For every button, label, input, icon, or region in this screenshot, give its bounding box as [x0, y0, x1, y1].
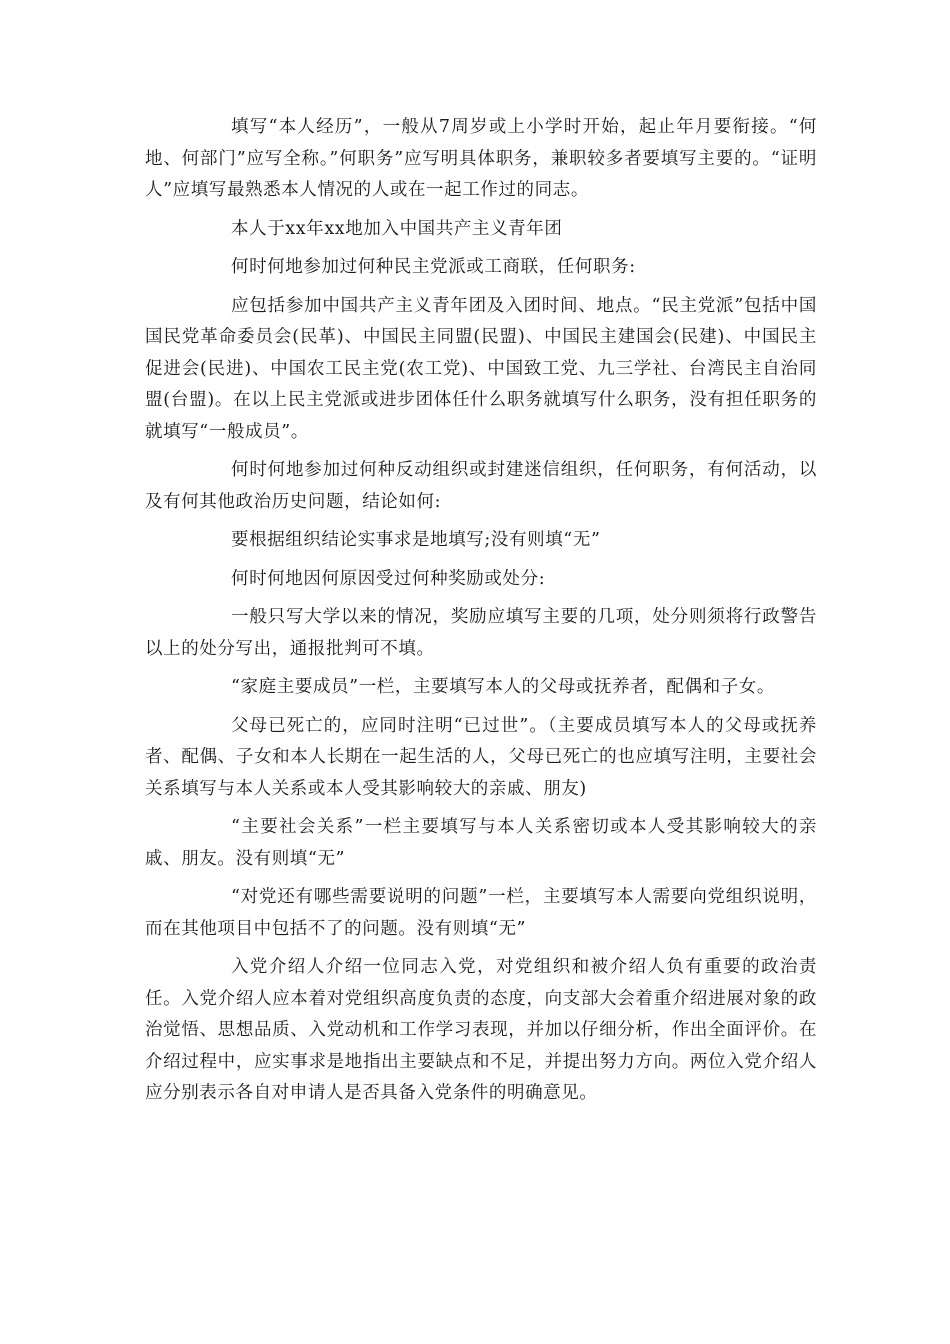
document-body [145, 112, 817, 1117]
paragraph-resume: 填写“本人经历”，一般从7周岁或上小学时开始，起止年月要衔接。“何地、何部门”应写全称。”何职务”应写明具体职务，兼职较多者要填写主要的。“证明人”应填写最熟悉本人情况的人或在一起工作过的同志。 [145, 117, 817, 200]
paragraph-deceased-parents: 父母已死亡的，应同时注明“已过世”。（主要成员填写本人的父母或抚养者、配偶、子女和本人长期在一起生活的人，父母已死亡的也应填写注明，主要社会关系填写与本人关系或本人受其影响较大的亲戚、朋友) [145, 715, 817, 799]
paragraph-league-join: 本人于xx年xx地加入中国共产主义青年团 [231, 218, 563, 239]
paragraph-introducer: 入党介绍人介绍一位同志入党，对党组织和被介绍人负有重要的政治责任。入党介绍人应本着对党组织高度负责的态度，向支部大会着重介绍进展对象的政治觉悟、思想品质、入党动机和工作学习表现，并加以仔细分析，作出全面评价。在介绍过程中，应实事求是地指出主要缺点和不足，并提出努力方向。两位入党介绍人应分别表示各自对申请人是否具备入党条件的明确意见。 [145, 957, 817, 1103]
paragraph-reactionary-answer: 要根据组织结论实事求是地填写;没有则填“无” [231, 530, 601, 550]
paragraph-reward-question: 何时何地因何原因受过何种奖励或处分: [231, 568, 546, 589]
paragraph-party-explanation: 应包括参加中国共产主义青年团及入团时间、地点。“民主党派”包括中国国民党革命委员会(民革)、中国民主同盟(民盟)、中国民主建国会(民建)、中国民主促进会(民进)、中国农工民主党(农工党)、中国致工党、九三学社、台湾民主自治同盟(台盟)。在以上民主党派或进步团体任什么职务就填写什么职务，没有担任职务的就填写“一般成员”。 [145, 295, 817, 442]
paragraph-social-relations: “主要社会关系”一栏主要填写与本人关系密切或本人受其影响较大的亲戚、朋友。没有则填“无” [145, 817, 817, 869]
paragraph-party-question: 何时何地参加过何种民主党派或工商联，任何职务: [231, 257, 636, 277]
paragraph-reactionary-question: 何时何地参加过何种反动组织或封建迷信组织，任何职务，有何活动，以及有何其他政治历史问题，结论如何: [145, 460, 817, 512]
paragraph-family-members: “家庭主要成员”一栏，主要填写本人的父母或抚养者，配偶和子女。 [231, 677, 775, 697]
paragraph-other-issues: “对党还有哪些需要说明的问题”一栏，主要填写本人需要向党组织说明，而在其他项目中包括不了的问题。没有则填“无” [145, 887, 817, 939]
paragraph-reward-answer: 一般只写大学以来的情况，奖励应填写主要的几项，处分则须将行政警告以上的处分写出，通报批判可不填。 [145, 607, 817, 659]
